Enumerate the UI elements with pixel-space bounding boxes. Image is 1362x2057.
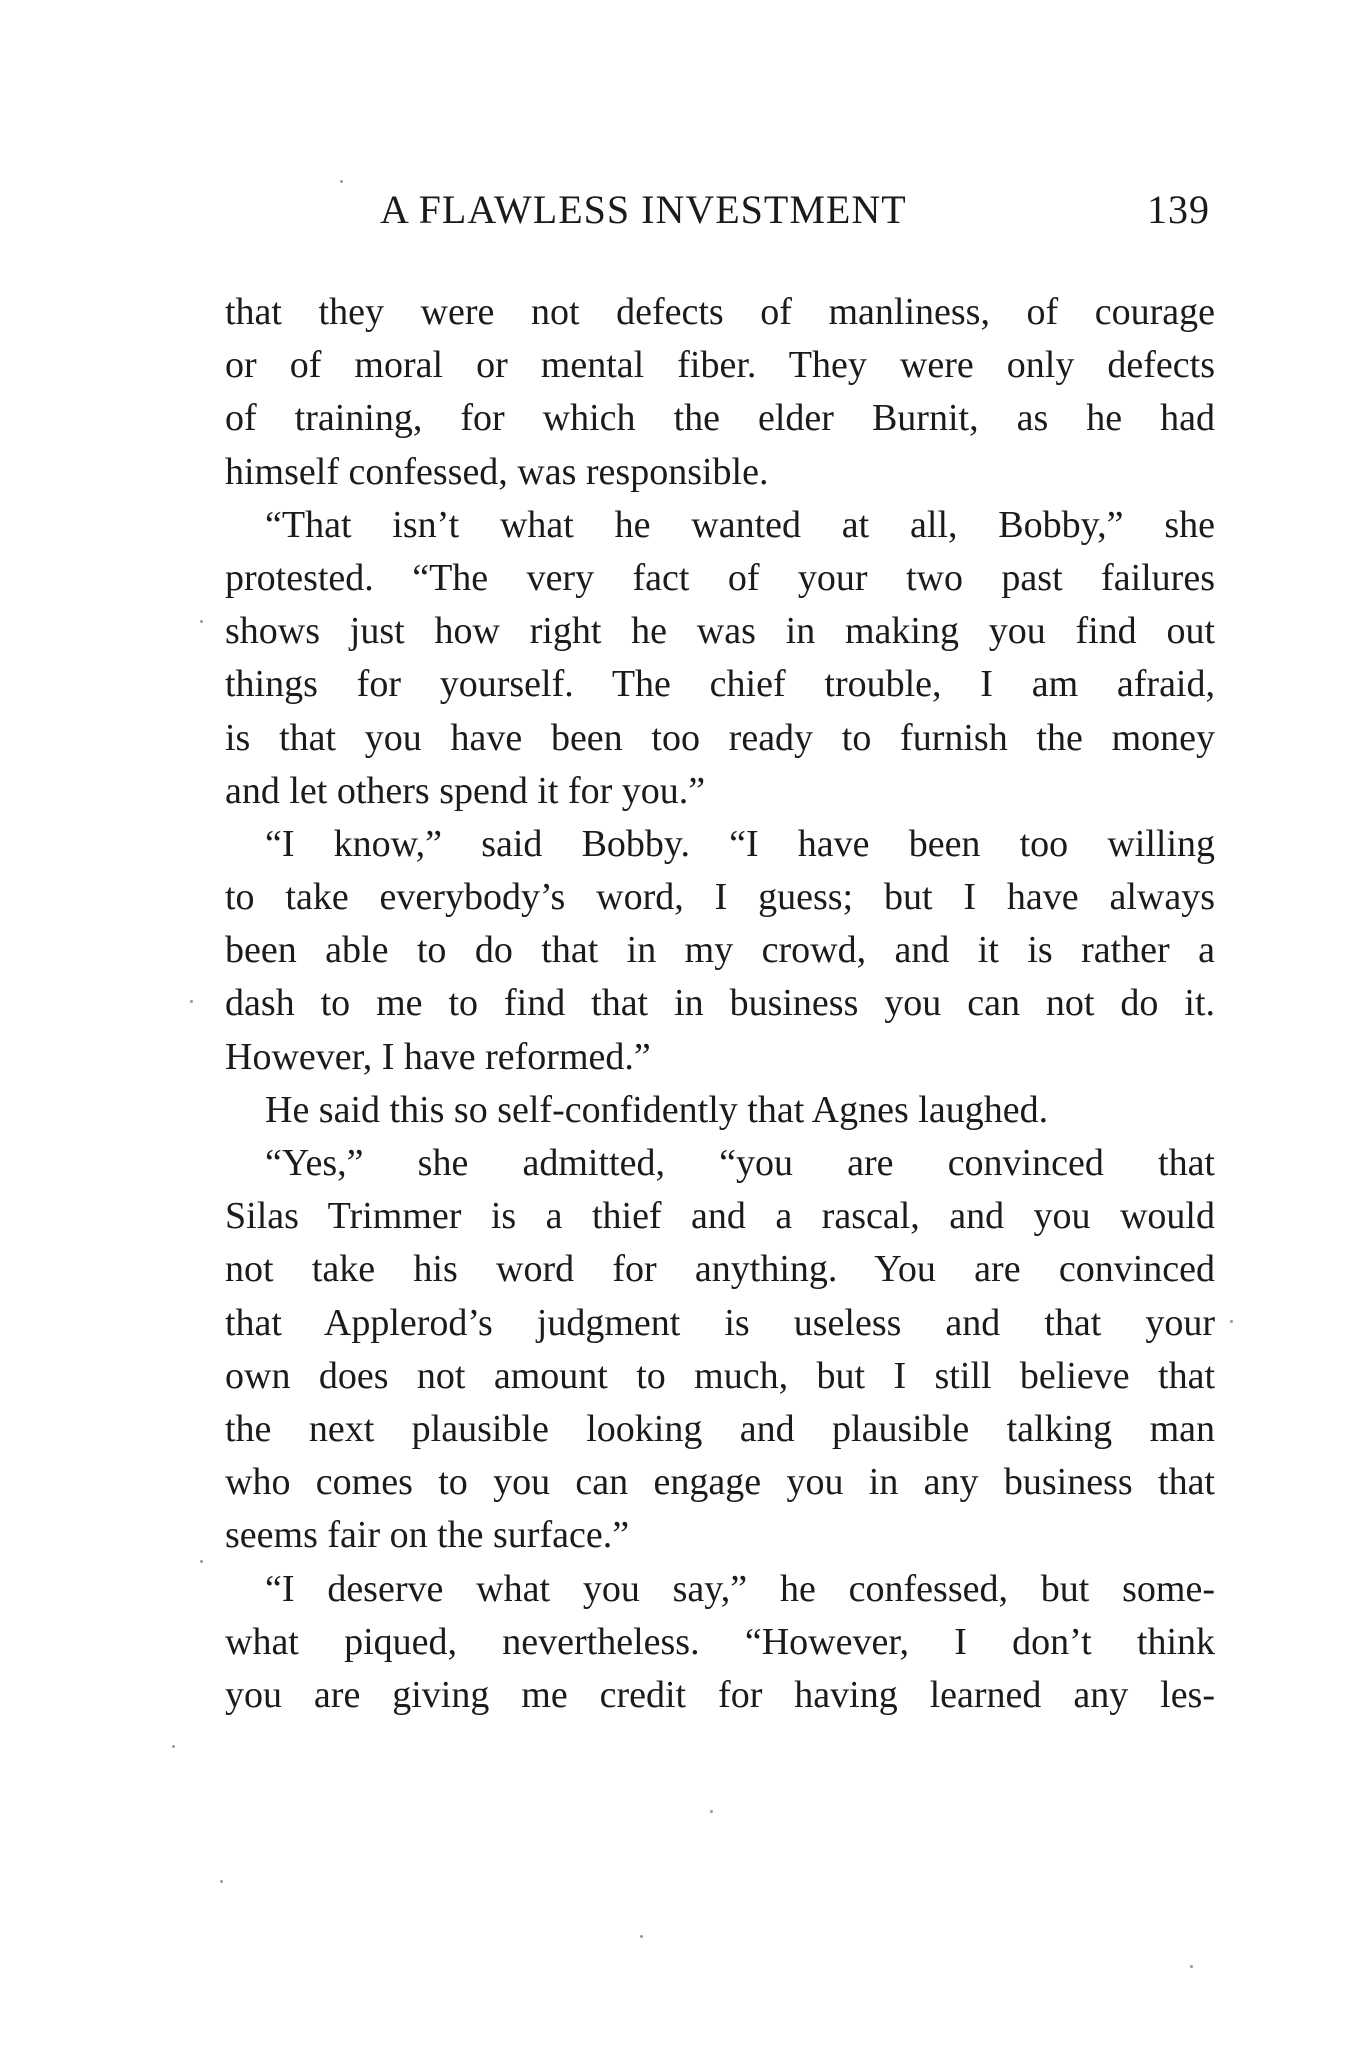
paper-speck xyxy=(220,1880,223,1883)
text-line: He said this so self-confidently that Agnes laughed. xyxy=(265,1088,1049,1131)
running-title: A FLAWLESS INVESTMENT xyxy=(380,187,907,232)
paper-speck xyxy=(172,1745,175,1748)
text-line: you are giving me credit for having learned any les- xyxy=(225,1673,1215,1716)
text-line: dash to me to find that in business you can not do it. xyxy=(225,982,1215,1025)
body-text xyxy=(225,286,1215,1722)
text-line: and let others spend it for you.” xyxy=(225,769,706,812)
text-line: not take his word for anything. You are convinced xyxy=(225,1248,1215,1291)
text-line: own does not amount to much, but I still believe that xyxy=(225,1354,1215,1397)
page-number: 139 xyxy=(1147,187,1210,232)
paper-speck xyxy=(1230,1320,1233,1323)
paper-speck xyxy=(710,1810,713,1813)
paper-speck xyxy=(1190,1965,1193,1968)
text-line: himself confessed, was responsible. xyxy=(225,450,769,493)
text-line: “That isn’t what he wanted at all, Bobby,” she xyxy=(265,503,1215,546)
text-line: that Applerod’s judgment is useless and that your xyxy=(225,1301,1215,1344)
text-line: what piqued, nevertheless. “However, I don’t think xyxy=(225,1620,1215,1663)
text-line: the next plausible looking and plausible talking man xyxy=(225,1407,1215,1450)
text-line: protested. “The very fact of your two past failures xyxy=(225,556,1215,599)
text-line: that they were not defects of manliness, of courage xyxy=(225,291,1215,333)
text-line: been able to do that in my crowd, and it is rather a xyxy=(225,929,1215,972)
text-line: is that you have been too ready to furnish the money xyxy=(225,716,1215,759)
text-line: However, I have reformed.” xyxy=(225,1035,651,1078)
paper-speck xyxy=(340,180,343,183)
paper-speck xyxy=(200,1560,203,1563)
text-line: things for yourself. The chief trouble, I am afraid, xyxy=(225,663,1215,706)
text-line: Silas Trimmer is a thief and a rascal, and you would xyxy=(225,1195,1215,1238)
text-line: shows just how right he was in making you find out xyxy=(225,610,1215,653)
running-header xyxy=(380,186,1210,246)
paper-speck xyxy=(200,620,203,623)
text-line: who comes to you can engage you in any business that xyxy=(225,1461,1215,1504)
text-line: to take everybody’s word, I guess; but I have always xyxy=(225,876,1215,919)
text-line: or of moral or mental fiber. They were only defects xyxy=(225,344,1215,387)
text-line: “I know,” said Bobby. “I have been too willing xyxy=(265,822,1215,865)
text-line: “Yes,” she admitted, “you are convinced that xyxy=(265,1142,1215,1184)
text-line: “I deserve what you say,” he confessed, but some- xyxy=(265,1567,1215,1610)
paper-speck xyxy=(640,1935,643,1938)
text-line: seems fair on the surface.” xyxy=(225,1514,630,1557)
text-line: of training, for which the elder Burnit, as he had xyxy=(225,397,1215,440)
paper-speck xyxy=(190,1000,193,1003)
